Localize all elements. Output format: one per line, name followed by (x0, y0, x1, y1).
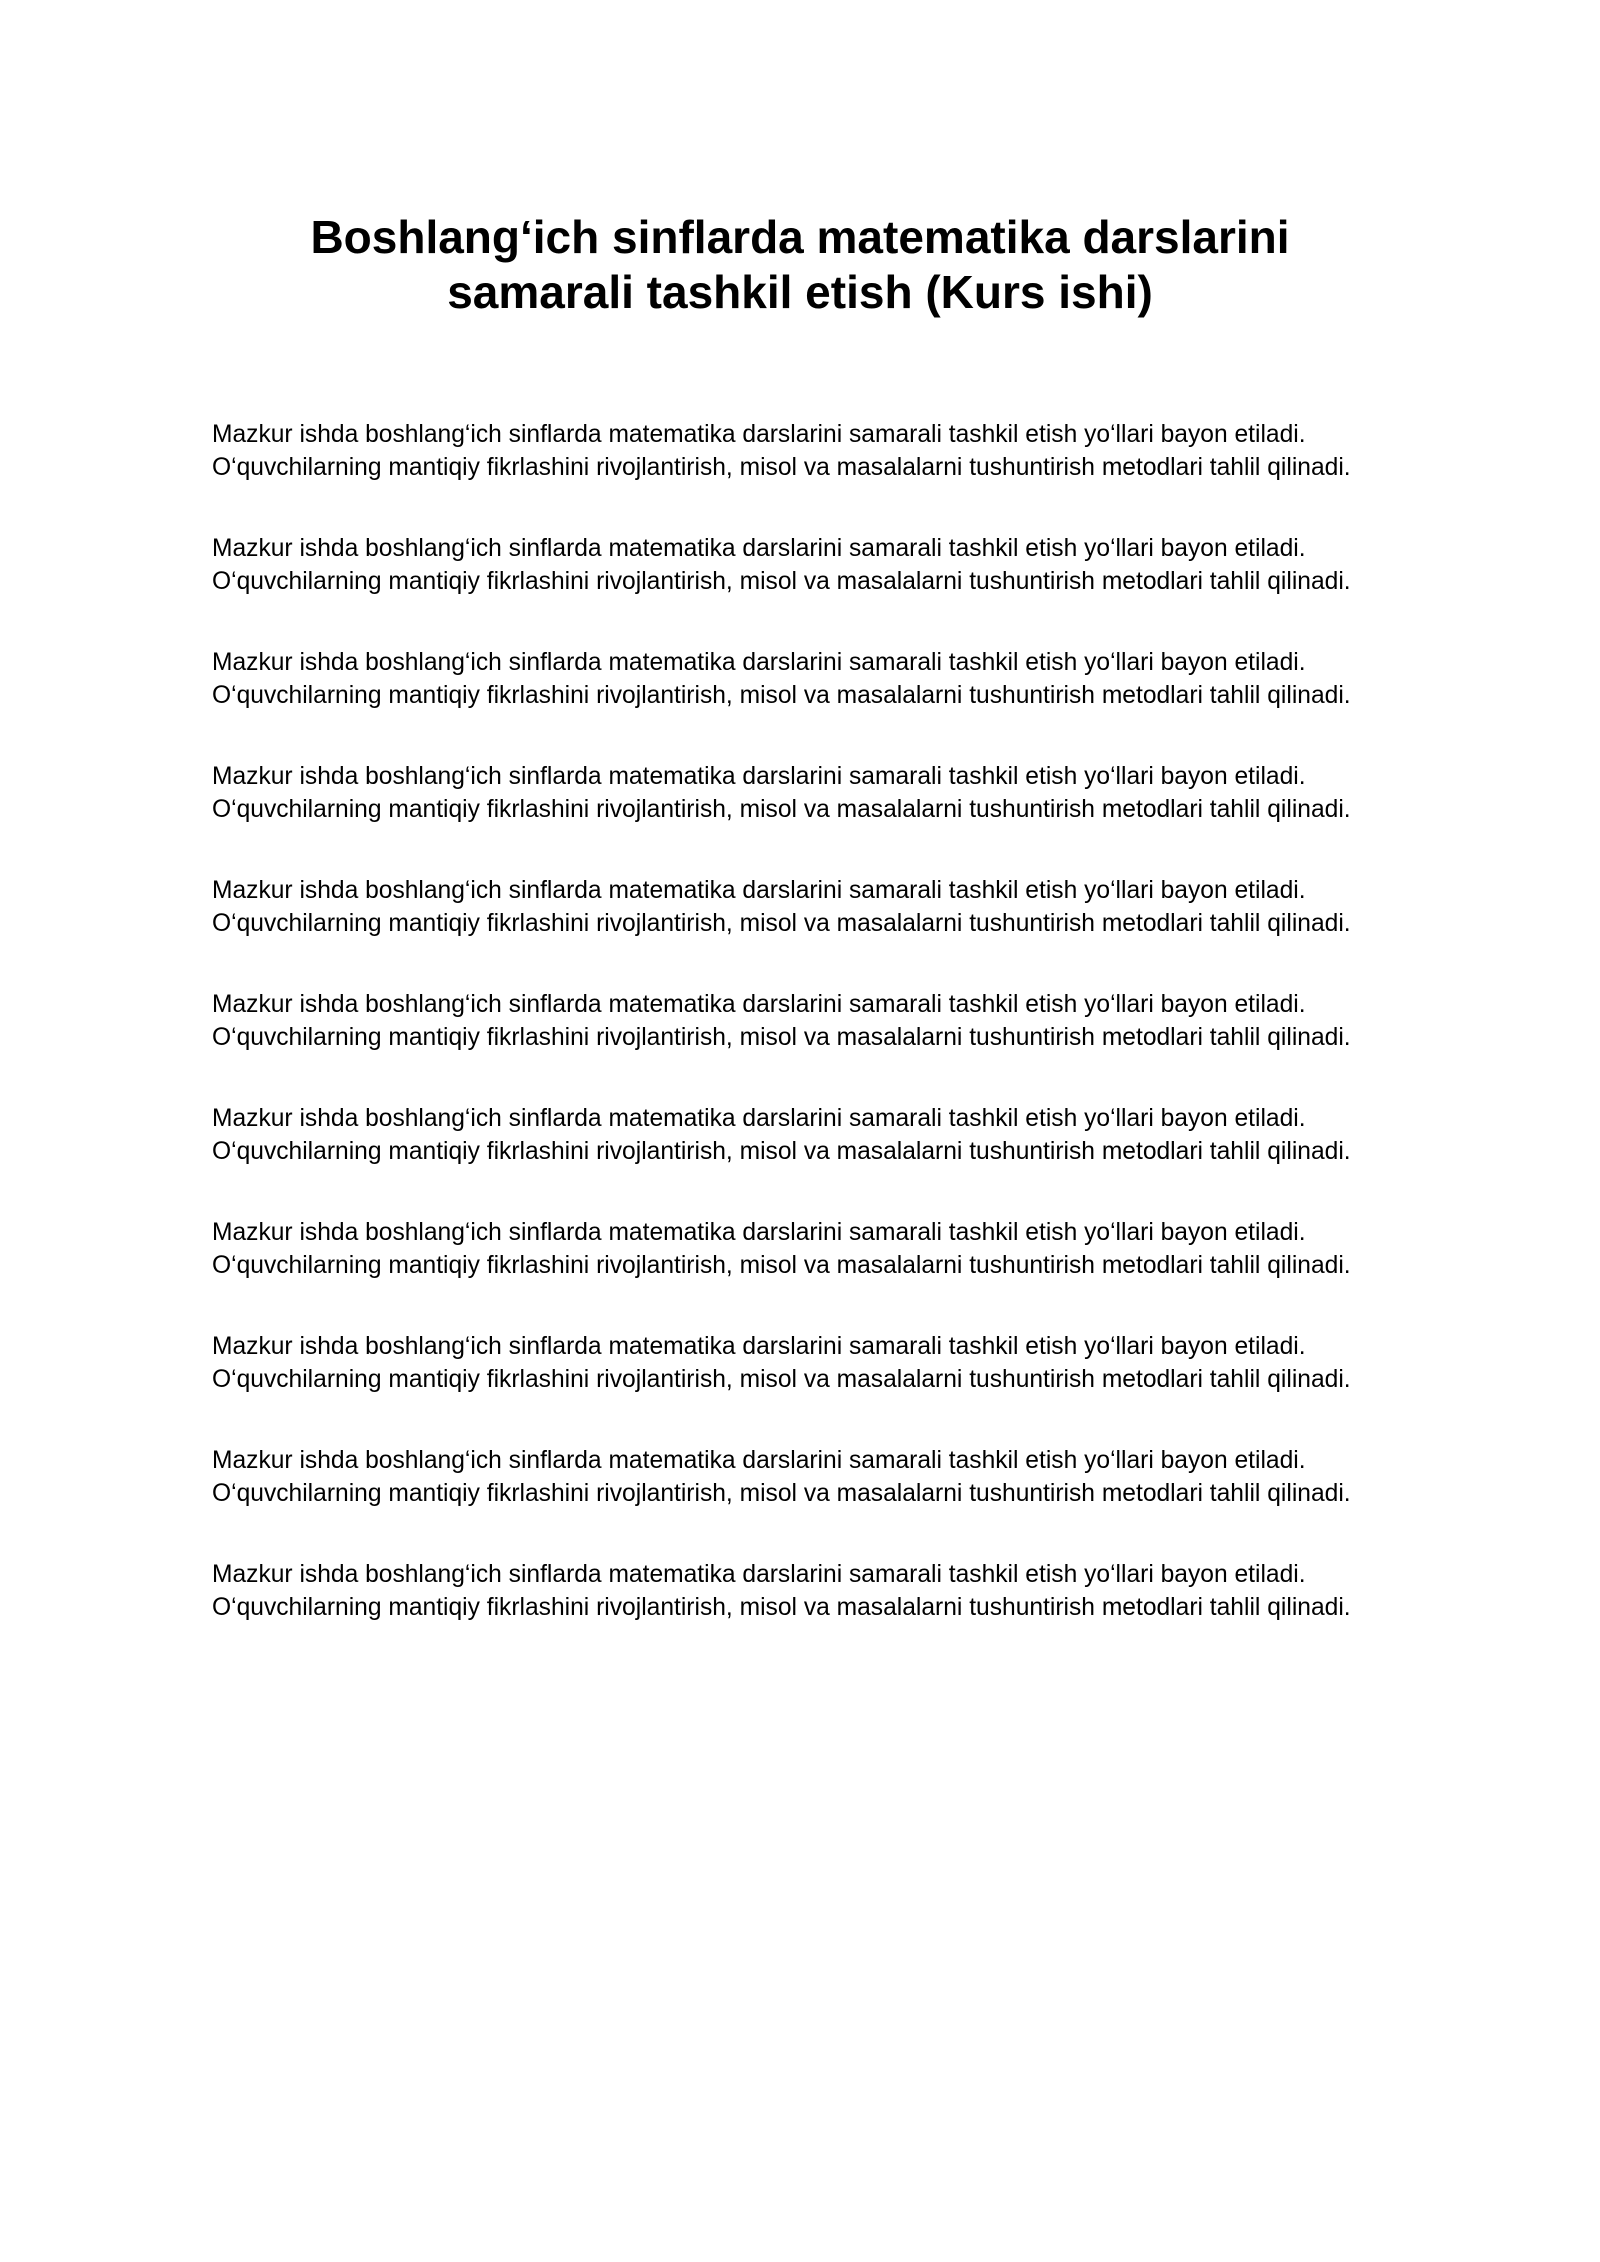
body-paragraph: Mazkur ishda boshlang‘ich sinflarda matematika darslarini samarali tashkil etish yo‘llari bayon etiladi. O‘quvchilarning mantiqiy fikrlashini rivojlantirish, misol va masalalarni tushuntirish metodlari tahlil qilinadi. (212, 649, 1351, 709)
document-body (212, 418, 1392, 1672)
body-paragraph: Mazkur ishda boshlang‘ich sinflarda matematika darslarini samarali tashkil etish yo‘llari bayon etiladi. O‘quvchilarning mantiqiy fikrlashini rivojlantirish, misol va masalalarni tushuntirish metodlari tahlil qilinadi. (212, 877, 1351, 937)
body-paragraph: Mazkur ishda boshlang‘ich sinflarda matematika darslarini samarali tashkil etish yo‘llari bayon etiladi. O‘quvchilarning mantiqiy fikrlashini rivojlantirish, misol va masalalarni tushuntirish metodlari tahlil qilinadi. (212, 991, 1351, 1051)
document-title: Boshlang‘ich sinflarda matematika darslarini samarali tashkil etish (Kurs ishi) (310, 211, 1290, 318)
body-paragraph: Mazkur ishda boshlang‘ich sinflarda matematika darslarini samarali tashkil etish yo‘llari bayon etiladi. O‘quvchilarning mantiqiy fikrlashini rivojlantirish, misol va masalalarni tushuntirish metodlari tahlil qilinadi. (212, 1219, 1351, 1279)
body-paragraph: Mazkur ishda boshlang‘ich sinflarda matematika darslarini samarali tashkil etish yo‘llari bayon etiladi. O‘quvchilarning mantiqiy fikrlashini rivojlantirish, misol va masalalarni tushuntirish metodlari tahlil qilinadi. (212, 535, 1351, 595)
body-paragraph: Mazkur ishda boshlang‘ich sinflarda matematika darslarini samarali tashkil etish yo‘llari bayon etiladi. O‘quvchilarning mantiqiy fikrlashini rivojlantirish, misol va masalalarni tushuntirish metodlari tahlil qilinadi. (212, 1333, 1351, 1393)
body-paragraph: Mazkur ishda boshlang‘ich sinflarda matematika darslarini samarali tashkil etish yo‘llari bayon etiladi. O‘quvchilarning mantiqiy fikrlashini rivojlantirish, misol va masalalarni tushuntirish metodlari tahlil qilinadi. (212, 1561, 1351, 1621)
body-paragraph: Mazkur ishda boshlang‘ich sinflarda matematika darslarini samarali tashkil etish yo‘llari bayon etiladi. O‘quvchilarning mantiqiy fikrlashini rivojlantirish, misol va masalalarni tushuntirish metodlari tahlil qilinadi. (212, 1447, 1351, 1507)
body-paragraph: Mazkur ishda boshlang‘ich sinflarda matematika darslarini samarali tashkil etish yo‘llari bayon etiladi. O‘quvchilarning mantiqiy fikrlashini rivojlantirish, misol va masalalarni tushuntirish metodlari tahlil qilinadi. (212, 421, 1351, 481)
body-paragraph: Mazkur ishda boshlang‘ich sinflarda matematika darslarini samarali tashkil etish yo‘llari bayon etiladi. O‘quvchilarning mantiqiy fikrlashini rivojlantirish, misol va masalalarni tushuntirish metodlari tahlil qilinadi. (212, 1105, 1351, 1165)
body-paragraph: Mazkur ishda boshlang‘ich sinflarda matematika darslarini samarali tashkil etish yo‘llari bayon etiladi. O‘quvchilarning mantiqiy fikrlashini rivojlantirish, misol va masalalarni tushuntirish metodlari tahlil qilinadi. (212, 763, 1351, 823)
